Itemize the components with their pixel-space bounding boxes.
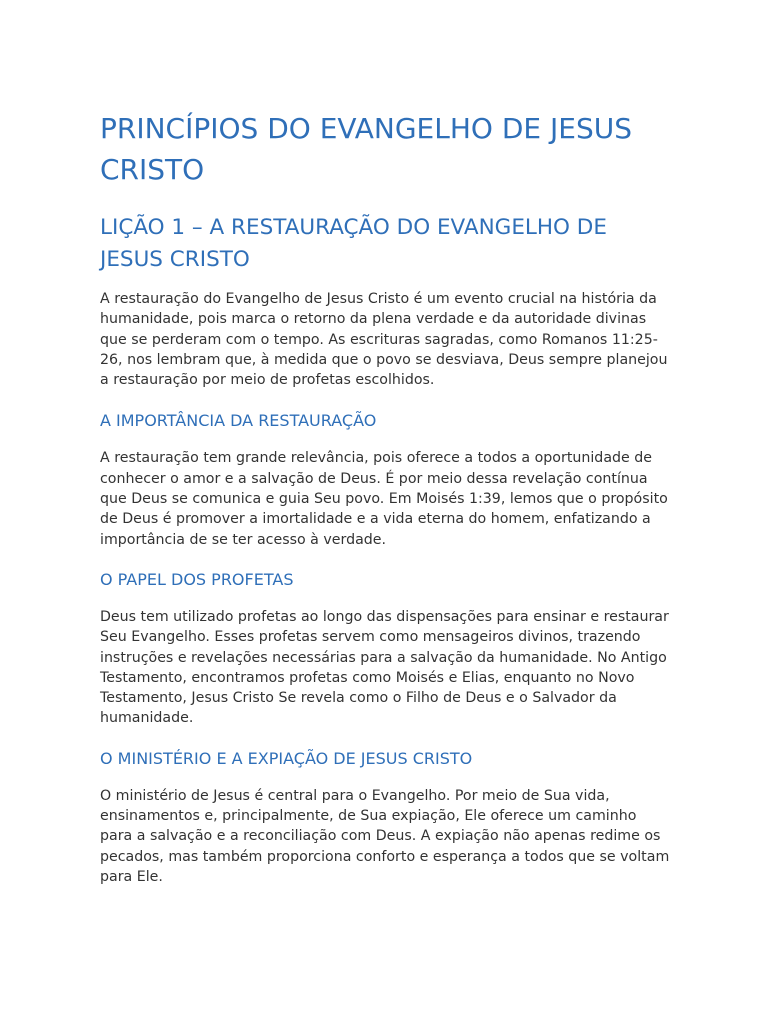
document-page bbox=[100, 108, 672, 887]
section-heading-profetas: O PAPEL DOS PROFETAS bbox=[100, 569, 294, 589]
document-title: PRINCÍPIOS DO EVANGELHO DE JESUS CRISTO bbox=[100, 112, 632, 186]
lesson-paragraph: A restauração do Evangelho de Jesus Cristo é um evento crucial na história da humanidade, pois marca o retorno da plena verdade e da autoridade divinas que se perderam com o tempo. As escrituras sagradas, como Romanos 11:25-26, nos lembram que, à medida que o povo se desviava, Deus sempre planejou a restauração por meio de profetas escolhidos. bbox=[100, 291, 668, 389]
section-heading-ministerio: O MINISTÉRIO E A EXPIAÇÃO DE JESUS CRISTO bbox=[100, 748, 473, 768]
section-paragraph-importancia: A restauração tem grande relevância, pois oferece a todos a oportunidade de conhecer o amor e a salvação de Deus. É por meio dessa revelação contínua que Deus se comunica e guia Seu povo. Em Moisés 1:39, lemos que o propósito de Deus é promover a imortalidade e a vida eterna do homem, enfatizando a importância de se ter acesso à verdade. bbox=[100, 450, 668, 548]
section-paragraph-ministerio: O ministério de Jesus é central para o Evangelho. Por meio de Sua vida, ensinamentos e, principalmente, de Sua expiação, Ele oferece um caminho para a salvação e a reconciliação com Deus. A expiação não apenas redime os pecados, mas também proporciona conforto e esperança a todos que se voltam para Ele. bbox=[100, 787, 670, 885]
section-heading-importancia: A IMPORTÂNCIA DA RESTAURAÇÃO bbox=[100, 411, 377, 431]
section-paragraph-profetas: Deus tem utilizado profetas ao longo das dispensações para ensinar e restaurar Seu Evangelho. Esses profetas servem como mensageiros divinos, trazendo instruções e revelações necessárias para a salvação da humanidade. No Antigo Testamento, encontramos profetas como Moisés e Elias, enquanto no Novo Testamento, Jesus Cristo Se revela como o Filho de Deus e o Salvador da humanidade. bbox=[100, 608, 669, 727]
lesson-heading: LIÇÃO 1 – A RESTAURAÇÃO DO EVANGELHO DE JESUS CRISTO bbox=[100, 215, 607, 272]
